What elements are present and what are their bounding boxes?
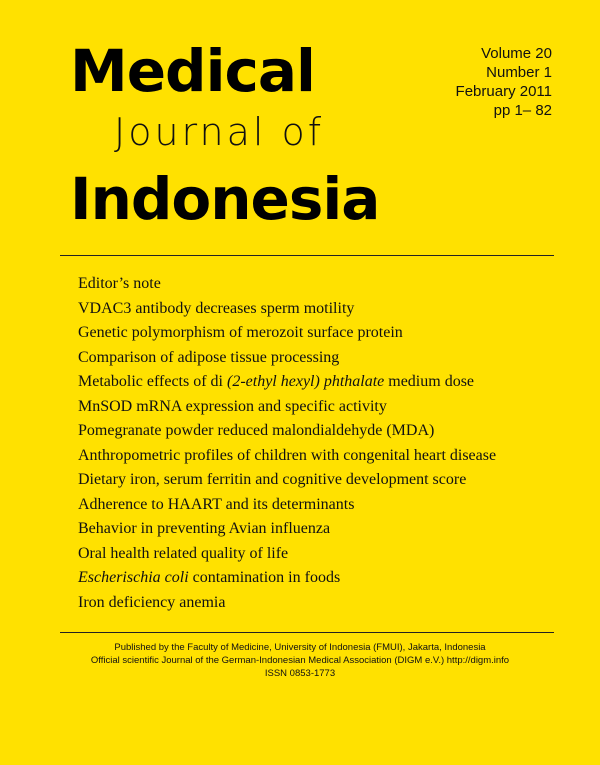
toc-item bbox=[78, 444, 496, 469]
toc-item bbox=[78, 542, 496, 567]
table-of-contents bbox=[78, 272, 496, 615]
toc-item-text: Oral health related quality of life bbox=[78, 544, 289, 562]
issue-number: Number 1 bbox=[486, 64, 552, 81]
toc-item-text: Adherence to HAART and its determinants bbox=[78, 495, 355, 513]
toc-item bbox=[78, 566, 496, 591]
toc-item bbox=[78, 346, 496, 371]
toc-item bbox=[78, 591, 496, 616]
toc-item bbox=[78, 419, 496, 444]
masthead-journal-of: Journal of bbox=[114, 110, 325, 154]
footer-publisher: Published by the Faculty of Medicine, University of Indonesia (FMUI), Jakarta, Indonesia bbox=[114, 642, 486, 653]
toc-item-text: Anthropometric profiles of children with congenital heart disease bbox=[78, 446, 497, 464]
toc-item-text: Dietary iron, serum ferritin and cognitive development score bbox=[78, 471, 467, 488]
toc-item-text: MnSOD mRNA expression and specific activity bbox=[78, 397, 387, 415]
toc-item-text-italic: (2-ethyl hexyl) phthalate bbox=[226, 373, 385, 390]
toc-item-text-italic: Escherischia coli bbox=[78, 569, 189, 586]
masthead-indonesia: Indonesia bbox=[70, 165, 380, 233]
masthead-medical: Medical bbox=[70, 37, 315, 105]
toc-item-text-post: medium dose bbox=[384, 373, 475, 390]
toc-item bbox=[78, 493, 496, 518]
toc-item bbox=[78, 272, 496, 297]
toc-item bbox=[78, 321, 496, 346]
toc-item-text-post: contamination in foods bbox=[188, 569, 341, 586]
bottom-divider bbox=[60, 632, 554, 633]
issue-volume: Volume 20 bbox=[481, 45, 552, 62]
toc-item-text: Iron deficiency anemia bbox=[78, 593, 226, 611]
toc-item-text-pre: Metabolic effects of di bbox=[78, 373, 227, 390]
toc-item bbox=[78, 517, 496, 542]
toc-item bbox=[78, 395, 496, 420]
toc-item bbox=[78, 468, 496, 493]
issue-info bbox=[456, 44, 552, 120]
toc-item-text: Behavior in preventing Avian influenza bbox=[78, 520, 331, 537]
toc-item-text: Pomegranate powder reduced malondialdehyde (MDA) bbox=[78, 422, 435, 439]
top-divider bbox=[60, 255, 554, 256]
toc-item bbox=[78, 370, 496, 395]
footer-official-journal: Official scientific Journal of the German-Indonesian Medical Association (DIGM e.V.) http://digm.info bbox=[90, 655, 510, 666]
toc-item-text: Editor’s note bbox=[78, 275, 161, 292]
toc-item bbox=[78, 297, 496, 322]
issue-date: February 2011 bbox=[455, 83, 552, 100]
footer-issn: ISSN 0853-1773 bbox=[264, 668, 336, 679]
toc-item-text: Comparison of adipose tissue processing bbox=[78, 348, 340, 366]
toc-item-text: Genetic polymorphism of merozoit surface protein bbox=[78, 324, 403, 341]
issue-pages: pp 1– 82 bbox=[493, 102, 552, 119]
publisher-footer bbox=[0, 641, 600, 680]
toc-item-text: VDAC3 antibody decreases sperm motility bbox=[78, 299, 355, 317]
